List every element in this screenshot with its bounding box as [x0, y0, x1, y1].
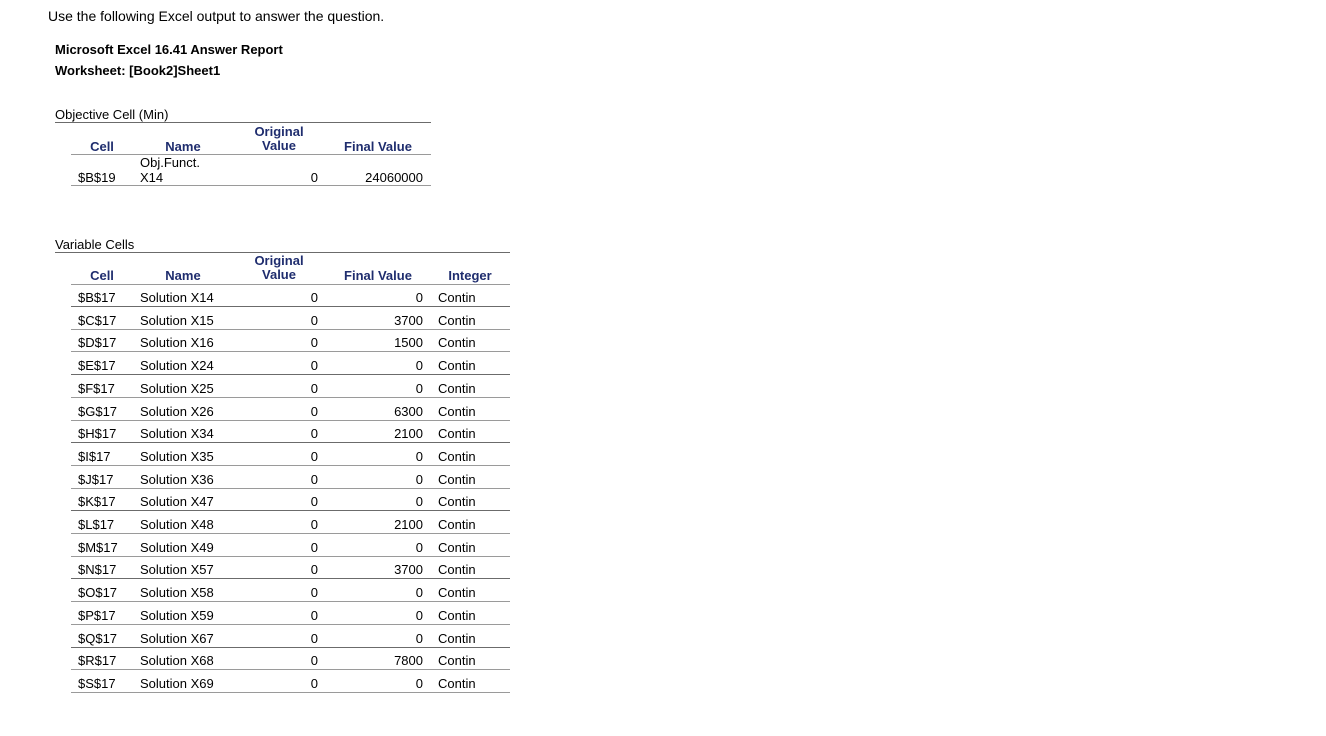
variable-integer: Contin	[438, 426, 476, 441]
variable-header-rule	[71, 284, 510, 285]
objective-original-value: 0	[310, 170, 318, 185]
variable-original-value: 0	[310, 449, 318, 464]
variable-row-rule	[71, 669, 510, 670]
variable-name: Solution X58	[140, 585, 214, 600]
variable-integer: Contin	[438, 585, 476, 600]
objective-name-line2: X14	[140, 170, 164, 185]
variable-final-value: 0	[415, 381, 423, 396]
variable-final-value: 0	[415, 585, 423, 600]
variable-final-value: 0	[415, 290, 423, 305]
variable-integer: Contin	[438, 358, 476, 373]
variable-integer: Contin	[438, 313, 476, 328]
variable-header-cell: Cell	[90, 268, 114, 283]
variable-name: Solution X16	[140, 335, 214, 350]
variable-original-value: 0	[310, 494, 318, 509]
variable-original-value: 0	[310, 472, 318, 487]
variable-cell-ref: $O$17	[78, 585, 118, 600]
variable-header-integer: Integer	[448, 268, 492, 283]
variable-original-value: 0	[310, 335, 318, 350]
report-title: Microsoft Excel 16.41 Answer Report	[55, 42, 283, 57]
variable-integer: Contin	[438, 540, 476, 555]
variable-integer: Contin	[438, 562, 476, 577]
variable-cell-ref: $F$17	[78, 381, 115, 396]
variable-integer: Contin	[438, 494, 476, 509]
variable-name: Solution X36	[140, 472, 214, 487]
variable-integer: Contin	[438, 631, 476, 646]
variable-final-value: 3700	[394, 313, 423, 328]
variable-final-value: 0	[415, 631, 423, 646]
variable-header-name: Name	[165, 268, 201, 283]
variable-integer: Contin	[438, 449, 476, 464]
objective-header-rule	[71, 154, 431, 155]
variable-integer: Contin	[438, 404, 476, 419]
variable-integer: Contin	[438, 381, 476, 396]
variable-original-value: 0	[310, 404, 318, 419]
objective-header-cell: Cell	[90, 139, 114, 154]
variable-section-label: Variable Cells	[55, 237, 135, 252]
variable-cell-ref: $M$17	[78, 540, 118, 555]
variable-original-value: 0	[310, 358, 318, 373]
variable-row-rule	[71, 329, 510, 330]
variable-integer: Contin	[438, 335, 476, 350]
variable-row-rule	[71, 624, 510, 625]
variable-name: Solution X69	[140, 676, 214, 691]
variable-cell-ref: $I$17	[78, 449, 111, 464]
variable-row-rule	[71, 533, 510, 534]
variable-header-final: Final Value	[344, 268, 412, 283]
variable-name: Solution X47	[140, 494, 214, 509]
variable-row-rule	[71, 442, 510, 443]
variable-integer: Contin	[438, 676, 476, 691]
variable-name: Solution X59	[140, 608, 214, 623]
variable-name: Solution X25	[140, 381, 214, 396]
variable-row-rule	[71, 465, 510, 466]
variable-cell-ref: $J$17	[78, 472, 114, 487]
variable-row-rule	[71, 510, 510, 511]
variable-cell-ref: $P$17	[78, 608, 116, 623]
variable-original-value: 0	[310, 585, 318, 600]
variable-row-rule	[71, 556, 510, 557]
variable-row-rule	[71, 306, 510, 307]
variable-row-rule	[71, 374, 510, 375]
variable-final-value: 0	[415, 449, 423, 464]
objective-header-final: Final Value	[344, 139, 412, 154]
variable-row-rule	[71, 488, 510, 489]
variable-final-value: 0	[415, 676, 423, 691]
variable-final-value: 7800	[394, 653, 423, 668]
variable-row-rule	[71, 397, 510, 398]
variable-cell-ref: $N$17	[78, 562, 117, 577]
variable-integer: Contin	[438, 653, 476, 668]
objective-bottom-rule	[71, 185, 431, 186]
variable-cell-ref: $R$17	[78, 653, 117, 668]
variable-name: Solution X49	[140, 540, 214, 555]
variable-final-value: 0	[415, 608, 423, 623]
variable-name: Solution X68	[140, 653, 214, 668]
variable-row-rule	[71, 578, 510, 579]
variable-original-value: 0	[310, 290, 318, 305]
variable-cell-ref: $D$17	[78, 335, 117, 350]
variable-original-value: 0	[310, 381, 318, 396]
variable-integer: Contin	[438, 290, 476, 305]
objective-name-line1: Obj.Funct.	[140, 155, 200, 170]
variable-cell-ref: $H$17	[78, 426, 117, 441]
variable-final-value: 0	[415, 472, 423, 487]
variable-name: Solution X15	[140, 313, 214, 328]
variable-row-rule	[71, 601, 510, 602]
variable-integer: Contin	[438, 608, 476, 623]
variable-row-rule	[71, 420, 510, 421]
variable-row-rule	[71, 692, 510, 693]
variable-cell-ref: $S$17	[78, 676, 116, 691]
variable-final-value: 0	[415, 358, 423, 373]
variable-name: Solution X24	[140, 358, 214, 373]
variable-final-value: 3700	[394, 562, 423, 577]
objective-top-rule	[55, 122, 431, 123]
variable-cell-ref: $K$17	[78, 494, 116, 509]
variable-name: Solution X57	[140, 562, 214, 577]
variable-original-value: 0	[310, 653, 318, 668]
variable-original-value: 0	[310, 540, 318, 555]
report-worksheet: Worksheet: [Book2]Sheet1	[55, 63, 221, 78]
variable-final-value: 1500	[394, 335, 423, 350]
variable-final-value: 6300	[394, 404, 423, 419]
objective-cell-ref: $B$19	[78, 170, 116, 185]
variable-name: Solution X34	[140, 426, 214, 441]
variable-name: Solution X26	[140, 404, 214, 419]
variable-final-value: 0	[415, 494, 423, 509]
variable-cell-ref: $B$17	[78, 290, 116, 305]
variable-cell-ref: $E$17	[78, 358, 116, 373]
variable-original-value: 0	[310, 631, 318, 646]
variable-cell-ref: $G$17	[78, 404, 118, 419]
variable-integer: Contin	[438, 472, 476, 487]
variable-name: Solution X35	[140, 449, 214, 464]
variable-row-rule	[71, 351, 510, 352]
variable-final-value: 2100	[394, 517, 423, 532]
objective-final-value: 24060000	[365, 170, 423, 185]
objective-section-label: Objective Cell (Min)	[55, 107, 169, 122]
variable-original-value: 0	[310, 608, 318, 623]
variable-original-value: 0	[310, 676, 318, 691]
variable-integer: Contin	[438, 517, 476, 532]
variable-final-value: 2100	[394, 426, 423, 441]
variable-cell-ref: $L$17	[78, 517, 115, 532]
variable-final-value: 0	[415, 540, 423, 555]
objective-header-original: Original Value	[254, 124, 304, 153]
variable-original-value: 0	[310, 562, 318, 577]
objective-header-name: Name	[165, 139, 201, 154]
variable-original-value: 0	[310, 313, 318, 328]
variable-original-value: 0	[310, 517, 318, 532]
variable-name: Solution X67	[140, 631, 214, 646]
variable-cell-ref: $Q$17	[78, 631, 118, 646]
question-prompt: Use the following Excel output to answer the question.	[48, 8, 385, 24]
variable-name: Solution X48	[140, 517, 214, 532]
variable-name: Solution X14	[140, 290, 214, 305]
variable-original-value: 0	[310, 426, 318, 441]
variable-header-original: Original Value	[254, 253, 304, 282]
variable-cell-ref: $C$17	[78, 313, 117, 328]
variable-row-rule	[71, 647, 510, 648]
